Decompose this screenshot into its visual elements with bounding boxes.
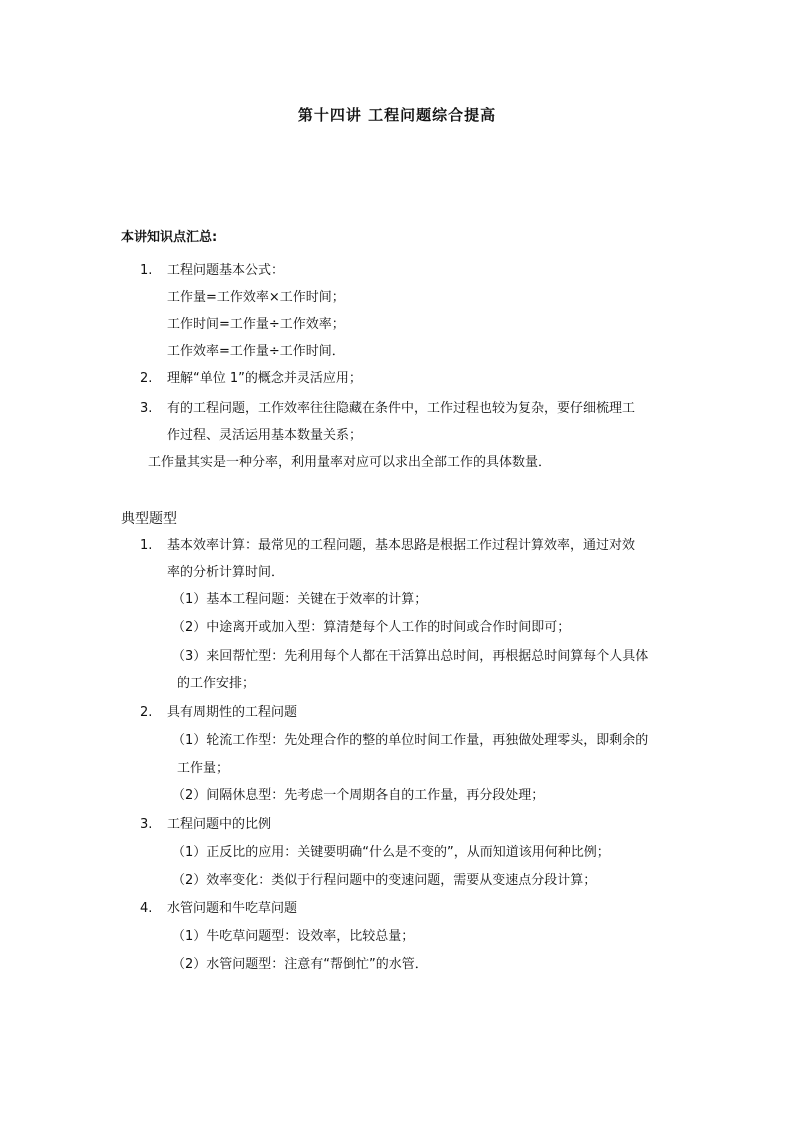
knowledge-item-2-number: 2.: [140, 371, 153, 386]
knowledge-item-1-number: 1.: [140, 263, 153, 278]
typical-item-2-line-1: 具有周期性的工程问题: [167, 705, 298, 720]
typical-item-4-number: 4.: [140, 901, 153, 916]
knowledge-item-3-line-1: 有的工程问题，工作效率往往隐藏在条件中，工作过程也较为复杂，要仔细梳理工: [167, 401, 636, 416]
typical-item-1-number: 1.: [140, 538, 153, 553]
knowledge-item-1-line-4: 工作效率=工作量÷工作时间．: [167, 344, 345, 359]
typical-item-2-number: 2.: [140, 705, 153, 720]
knowledge-item-1-line-1: 工程问题基本公式：: [167, 263, 285, 278]
typical-item-2-sub-1-line-1: （1）轮流工作型：先处理合作的整的单位时间工作量，再独做处理零头，即剩余的: [172, 733, 649, 748]
page-title: 第十四讲 工程问题综合提高: [297, 106, 497, 124]
typical-item-1-sub-2: （2）中途离开或加入型：算清楚每个人工作的时间或合作时间即可；: [172, 620, 571, 635]
typical-item-3-sub-2: （2）效率变化：类似于行程问题中的变速问题，需要从变速点分段计算；: [172, 873, 597, 888]
typical-item-3-sub-1: （1）正反比的应用：关键要明确“什么是不变的”，从而知道该用何种比例；: [172, 845, 610, 860]
typical-item-1-sub-3-line-2: 的工作安排；: [177, 676, 256, 691]
typical-item-1-line-1: 基本效率计算：最常见的工程问题，基本思路是根据工作过程计算效率，通过对效: [167, 538, 636, 553]
typical-item-4-sub-1: （1）牛吃草问题型：设效率，比较总量；: [172, 929, 415, 944]
typical-item-2-sub-2: （2）间隔休息型：先考虑一个周期各自的工作量，再分段处理；: [172, 788, 545, 803]
knowledge-item-3-number: 3.: [140, 401, 153, 416]
typical-item-4-sub-2: （2）水管问题型：注意有“帮倒忙”的水管．: [172, 957, 428, 972]
typical-item-3-line-1: 工程问题中的比例: [167, 817, 272, 832]
typical-item-2-sub-1-line-2: 工作量；: [177, 761, 230, 776]
knowledge-item-2-line-1: 理解“单位 1”的概念并灵活应用；: [167, 371, 362, 386]
knowledge-note: 工作量其实是一种分率，利用量率对应可以求出全部工作的具体数量．: [148, 455, 552, 470]
knowledge-heading: 本讲知识点汇总:: [121, 230, 218, 245]
knowledge-item-1-line-3: 工作时间=工作量÷工作效率；: [167, 317, 345, 332]
typical-item-1-sub-1: （1）基本工程问题：关键在于效率的计算；: [172, 592, 428, 607]
typical-item-3-number: 3.: [140, 817, 153, 832]
typical-item-1-line-2: 率的分析计算时间．: [167, 565, 285, 580]
knowledge-item-3-line-2: 作过程、灵活运用基本数量关系；: [167, 428, 363, 443]
knowledge-item-1-line-2: 工作量=工作效率×工作时间；: [167, 290, 345, 305]
typical-item-4-line-1: 水管问题和牛吃草问题: [167, 901, 298, 916]
typical-heading: 典型题型: [121, 511, 177, 527]
typical-item-1-sub-3-line-1: （3）来回帮忙型：先利用每个人都在干活算出总时间，再根据总时间算每个人具体: [172, 649, 649, 664]
